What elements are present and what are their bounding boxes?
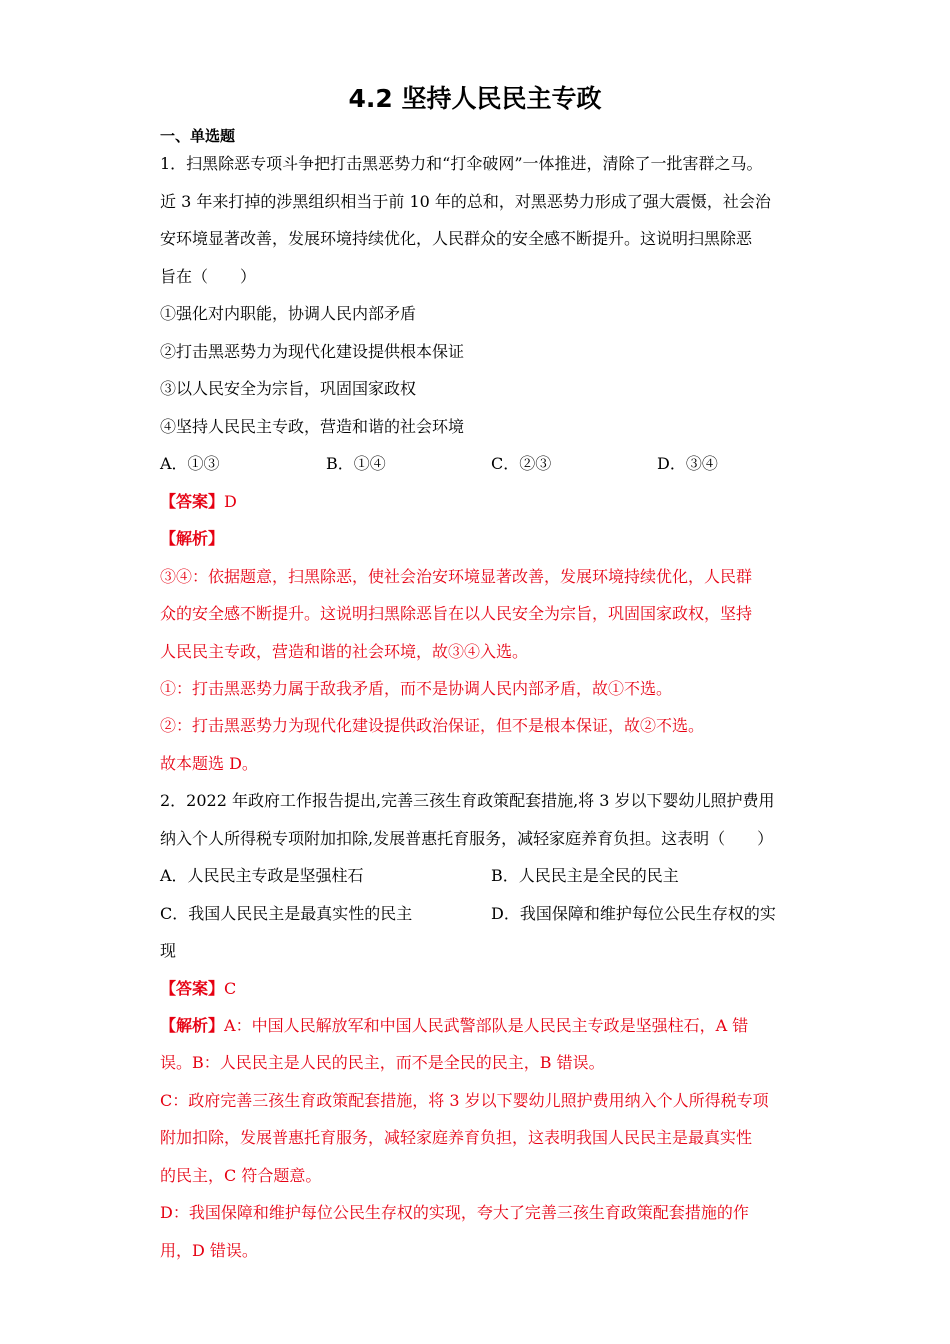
q1-statement: ②打击黑恶势力为现代化建设提供根本保证 — [160, 342, 465, 361]
answer-value: D — [224, 492, 237, 511]
q1-statement: ④坚持人民民主专政，营造和谐的社会环境 — [160, 417, 465, 436]
q1-statement: ③以人民安全为宗旨，巩固国家政权 — [160, 379, 417, 398]
q1-analysis-line: ③④：依据题意，扫黑除恶，使社会治安环境显著改善，发展环境持续优化，人民群 — [160, 567, 753, 586]
q1-stem-line: 安环境显著改善，发展环境持续优化，人民群众的安全感不断提升。这说明扫黑除恶 — [160, 229, 753, 248]
q2-analysis-line: 的民主，C 符合题意。 — [160, 1166, 322, 1185]
analysis-label: 【解析】 — [160, 1016, 225, 1035]
q1-stem-line: 近 3 年来打掉的涉黑组织相当于前 10 年的总和，对黑恶势力形成了强大震慑，社会治 — [160, 192, 771, 211]
answer-value: C — [224, 979, 237, 998]
q1-analysis-line: 人民民主专政，营造和谐的社会环境，故③④入选。 — [160, 642, 529, 661]
q1-analysis-line: ②：打击黑恶势力为现代化建设提供政治保证，但不是根本保证，故②不选。 — [160, 716, 705, 735]
q2-option-d-wrap: 现 — [160, 941, 177, 960]
q1-option-b: B．①④ — [326, 454, 386, 473]
q2-option-a: A．人民民主专政是坚强柱石 — [160, 866, 364, 885]
q2-analysis-line: 误。B：人民民主是人民的民主，而不是全民的民主，B 错误。 — [160, 1053, 605, 1072]
q2-option-d: D．我国保障和维护每位公民生存权的实 — [491, 904, 776, 923]
q2-answer — [160, 978, 236, 1000]
q2-analysis-line: C：政府完善三孩生育政策配套措施，将 3 岁以下婴幼儿照护费用纳入个人所得税专项 — [160, 1091, 769, 1110]
page-title: 4.2 坚持人民民主专政 — [348, 84, 602, 113]
q2-option-b: B．人民民主是全民的民主 — [491, 866, 679, 885]
q1-answer — [160, 491, 237, 513]
q2-analysis-line: 附加扣除，发展普惠托育服务，减轻家庭养育负担，这表明我国人民民主是最真实性 — [160, 1128, 753, 1147]
q2-analysis-line — [160, 1015, 748, 1037]
q1-stem-line: 旨在（ ） — [160, 267, 257, 286]
q1-analysis-label: 【解析】 — [160, 529, 225, 548]
q1-option-a: A．①③ — [160, 454, 220, 473]
q2-stem-line: 纳入个人所得税专项附加扣除,发展普惠托育服务，减轻家庭养育负担。这表明（ ） — [160, 829, 774, 848]
q1-option-c: C．②③ — [491, 454, 552, 473]
section-heading: 一、单选题 — [160, 127, 236, 145]
analysis-text: A：中国人民解放军和中国人民武警部队是人民民主专政是坚强柱石，A 错 — [224, 1016, 749, 1035]
q1-analysis-line: 众的安全感不断提升。这说明扫黑除恶旨在以人民安全为宗旨，巩固国家政权，坚持 — [160, 604, 753, 623]
q2-stem-line: 2．2022 年政府工作报告提出,完善三孩生育政策配套措施,将 3 岁以下婴幼儿照护费用 — [160, 791, 775, 810]
answer-label: 【答案】 — [160, 492, 225, 511]
answer-label: 【答案】 — [160, 979, 225, 998]
q1-statement: ①强化对内职能，协调人民内部矛盾 — [160, 304, 417, 323]
q2-option-c: C．我国人民民主是最真实性的民主 — [160, 904, 413, 923]
q2-analysis-line: D：我国保障和维护每位公民生存权的实现，夸大了完善三孩生育政策配套措施的作 — [160, 1203, 749, 1222]
q1-analysis-line: 故本题选 D。 — [160, 754, 258, 773]
q1-option-d: D．③④ — [657, 454, 718, 473]
q2-analysis-line: 用，D 错误。 — [160, 1241, 258, 1260]
q1-stem-line: 1．扫黑除恶专项斗争把打击黑恶势力和“打伞破网”一体推进，清除了一批害群之马。 — [160, 154, 763, 173]
q1-analysis-line: ①：打击黑恶势力属于敌我矛盾，而不是协调人民内部矛盾，故①不选。 — [160, 679, 673, 698]
